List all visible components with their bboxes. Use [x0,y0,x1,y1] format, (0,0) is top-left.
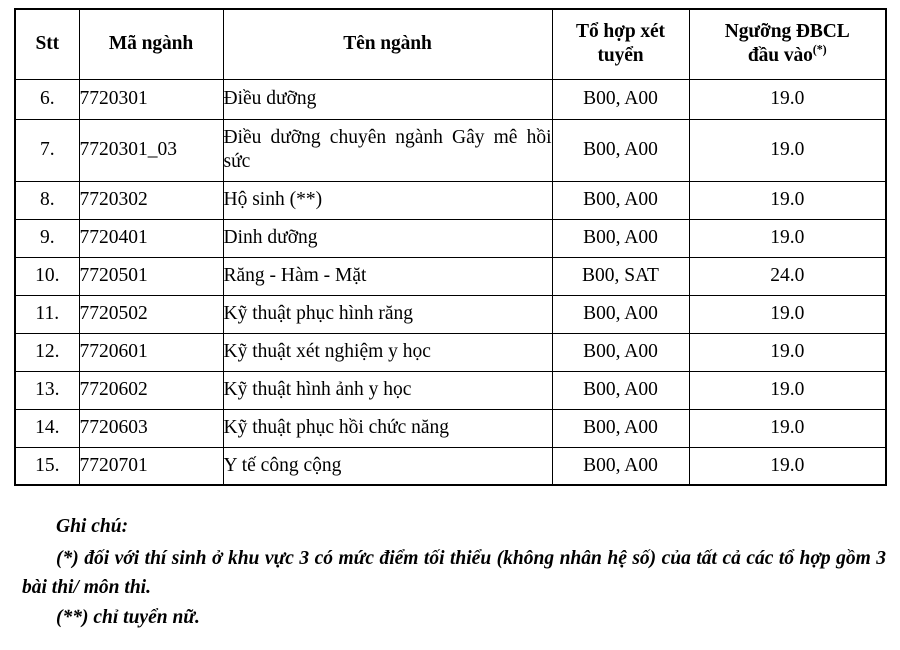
cell-subject-combination: B00, A00 [552,447,689,485]
table-body [15,79,886,485]
cell-stt: 15. [15,447,79,485]
table-row [15,371,886,409]
cell-major-name: Hộ sinh (**) [223,181,552,219]
cell-stt: 6. [15,79,79,119]
column-header-major-name: Tên ngành [223,9,552,79]
cell-quality-threshold: 19.0 [689,409,886,447]
column-header-stt: Stt [15,9,79,79]
table-row [15,119,886,181]
cell-major-code: 7720302 [79,181,223,219]
cell-subject-combination: B00, A00 [552,333,689,371]
table-row [15,409,886,447]
cell-major-code: 7720501 [79,257,223,295]
cell-major-name: Kỹ thuật hình ảnh y học [223,371,552,409]
cell-quality-threshold: 19.0 [689,371,886,409]
note-double-star: (**) chỉ tuyển nữ. [56,606,200,628]
cell-major-code: 7720603 [79,409,223,447]
cell-quality-threshold: 19.0 [689,79,886,119]
cell-quality-threshold: 19.0 [689,219,886,257]
cell-stt: 11. [15,295,79,333]
table-row [15,79,886,119]
cell-major-code: 7720401 [79,219,223,257]
cell-major-code: 7720502 [79,295,223,333]
subject-combination-line-2: tuyển [597,45,644,67]
cell-major-name: Kỹ thuật phục hình răng [223,295,552,333]
cell-major-code: 7720301_03 [79,119,223,181]
table-row [15,219,886,257]
column-header-subject-combination [552,9,689,79]
cell-stt: 13. [15,371,79,409]
table-header-row [15,9,886,79]
notes-title: Ghi chú: [56,516,129,537]
table-row [15,447,886,485]
subject-combination-line-1: Tổ hợp xét [576,21,665,43]
cell-major-name: Dinh dưỡng [223,219,552,257]
cell-subject-combination: B00, A00 [552,119,689,181]
cell-quality-threshold: 19.0 [689,447,886,485]
cell-major-code: 7720602 [79,371,223,409]
cell-stt: 12. [15,333,79,371]
cell-major-code: 7720701 [79,447,223,485]
cell-subject-combination: B00, A00 [552,79,689,119]
cell-subject-combination: B00, SAT [552,257,689,295]
footnote-marker-star: (*) [812,42,827,57]
cell-major-name: Kỹ thuật xét nghiệm y học [223,333,552,371]
cell-quality-threshold: 19.0 [689,119,886,181]
cell-major-name: Răng - Hàm - Mặt [223,257,552,295]
quality-threshold-line-1: Ngưỡng ĐBCL [724,21,850,43]
cell-subject-combination: B00, A00 [552,295,689,333]
column-header-quality-threshold [689,9,886,79]
notes-section [22,512,886,633]
cell-stt: 14. [15,409,79,447]
admissions-table-container [14,8,885,486]
cell-quality-threshold: 19.0 [689,295,886,333]
cell-stt: 10. [15,257,79,295]
quality-threshold-line-2 [695,44,881,68]
cell-subject-combination: B00, A00 [552,181,689,219]
cell-subject-combination: B00, A00 [552,409,689,447]
cell-major-name: Điều dưỡng [223,79,552,119]
cell-major-code: 7720301 [79,79,223,119]
cell-quality-threshold: 19.0 [689,181,886,219]
cell-quality-threshold: 24.0 [689,257,886,295]
cell-subject-combination: B00, A00 [552,371,689,409]
cell-quality-threshold: 19.0 [689,333,886,371]
cell-major-name: Y tế công cộng [223,447,552,485]
table-row [15,181,886,219]
column-header-major-code: Mã ngành [79,9,223,79]
cell-stt: 7. [15,119,79,181]
cell-stt: 9. [15,219,79,257]
cell-major-name: Điều dưỡng chuyên ngành Gây mê hồi sức [223,119,552,181]
table-row [15,333,886,371]
cell-subject-combination: B00, A00 [552,219,689,257]
table-header [15,9,886,79]
table-row [15,295,886,333]
cell-major-name: Kỹ thuật phục hồi chức năng [223,409,552,447]
cell-stt: 8. [15,181,79,219]
note-single-star: (*) đối với thí sinh ở khu vực 3 có mức điểm tối thiểu (không nhân hệ số) của tất cả các tổ hợp gồm 3 bài thi/ môn thi. [22,547,886,599]
cell-major-code: 7720601 [79,333,223,371]
table-row [15,257,886,295]
quality-threshold-line-2-text: đầu vào [747,45,813,67]
admissions-table [14,8,887,486]
